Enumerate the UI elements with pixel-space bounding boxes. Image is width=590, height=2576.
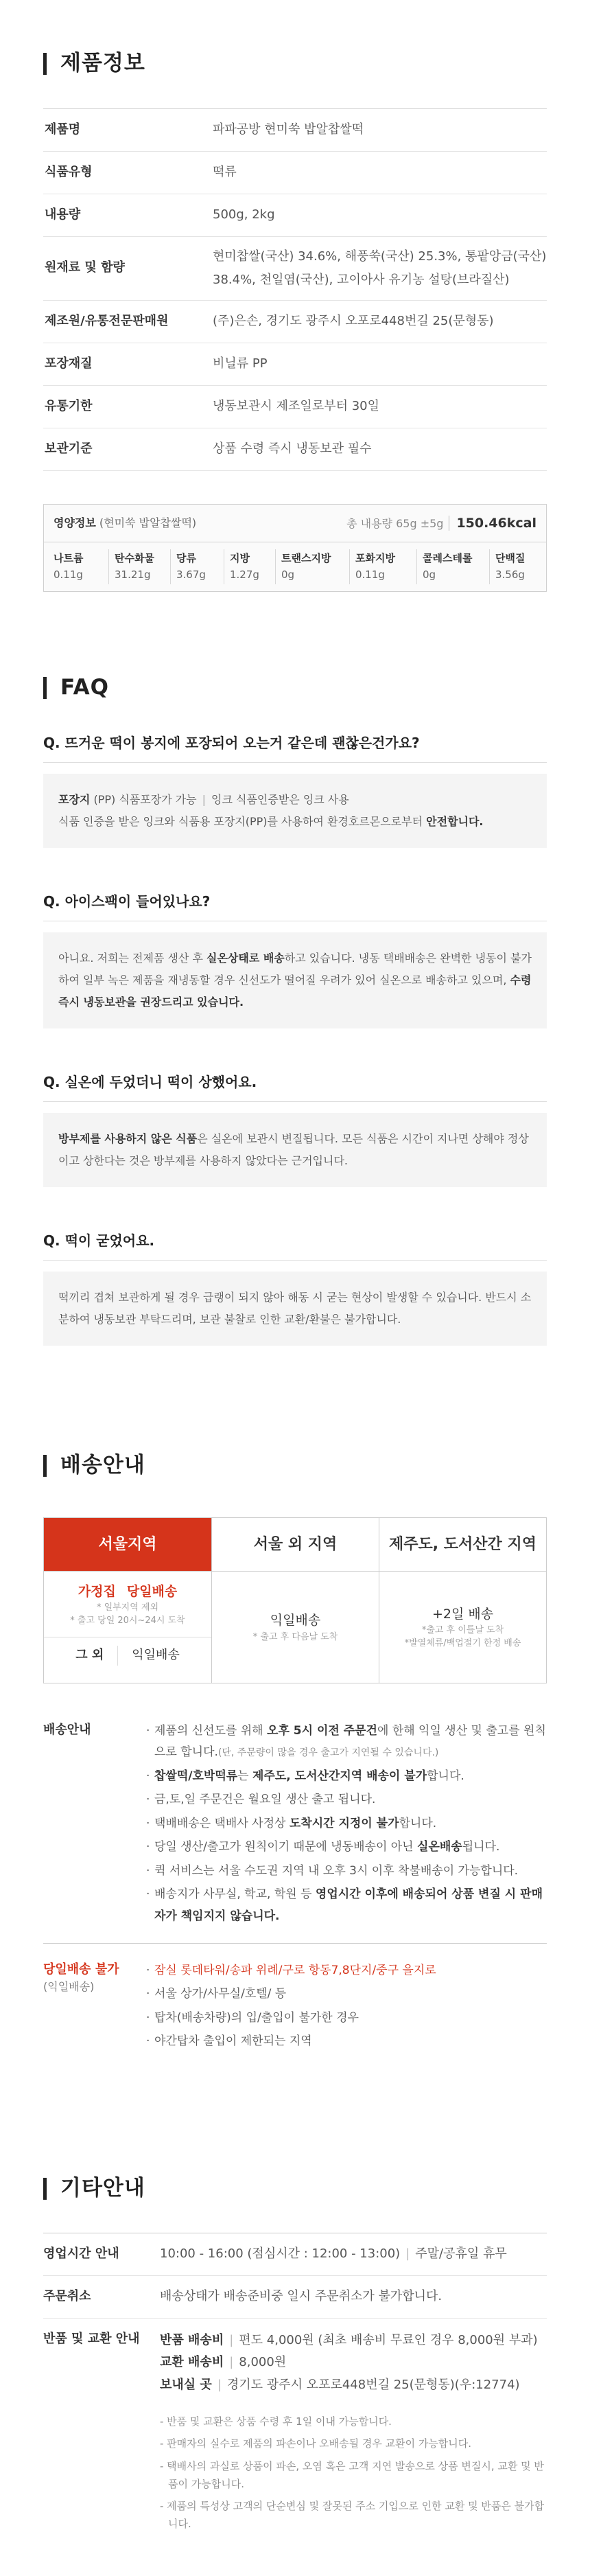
faq-answer: 아니요. 저희는 전제품 생산 후 실온상태로 배송하고 있습니다. 냉동 택배배송은 완벽한 냉동이 불가하여 일부 녹은 제품을 재냉동할 경우 신선도가 떨어질 우려가 있어 실온으로 배송하고 있으며, 수령 즉시 냉동보관을 권장드리고 있습니다.	[43, 932, 547, 1028]
info-row: 제조원/유통전문판매원 (주)은손, 경기도 광주시 오포로448번길 25(문형동)	[43, 301, 547, 343]
delivery-info-list	[146, 1721, 547, 1929]
nutrient-cell: 콜레스테롤 0g	[416, 549, 489, 584]
order-cancel-row: 주문취소 배송상태가 배송준비중 일시 주문취소가 불가합니다.	[43, 2276, 547, 2319]
return-notes: - 반품 및 교환은 상품 수령 후 1일 이내 가능합니다. - 판매자의 실수로 제품의 파손이나 오배송될 경우 교환이 가능합니다. - 택배사의 과실로 상품이 파손, 오염 혹은 고객 지연 발송으로 상품 변질시, 교환 및 반품이 가능합니다. - 제품의 특성상 고객의 단순변심 및 잘못된 주소 기입으로 인한 교환 및 반품은 불가합니다.	[160, 2415, 545, 2531]
faq-item	[43, 1071, 547, 1187]
list-item: · 제품의 신선도를 위해 오후 5시 이전 주문건에 한해 익일 생산 및 출고를 원칙으로 합니다.(단, 주문량이 많을 경우 출고가 지연될 수 있습니다.)	[146, 1721, 547, 1764]
list-item: · 금,토,일 주문건은 월요일 생산 출고 됩니다.	[146, 1789, 547, 1810]
list-item: · 택배배송은 택배사 사정상 도착시간 지정이 불가합니다.	[146, 1813, 547, 1835]
faq-question: Q. 실온에 두었더니 떡이 상했어요.	[43, 1071, 547, 1102]
nutrient-cell: 지방 1.27g	[224, 549, 275, 584]
faq-answer: 포장지 (PP) 식품포장가 가능 | 잉크 식품인증받은 잉크 사용 식품 인증을 받은 잉크와 식품용 포장지(PP)를 사용하여 환경호르몬으로부터 안전합니다.	[43, 774, 547, 848]
nutrition-title: 영양정보	[54, 516, 96, 530]
nutrition-grid	[44, 542, 546, 591]
list-item: · 잠실 롯데타워/송파 위례/구로 항동7,8단지/중구 을지로	[146, 1960, 547, 1981]
etc-section	[43, 2172, 547, 2576]
info-row: 보관기준 상품 수령 즉시 냉동보관 필수	[43, 428, 547, 471]
region-header-seoul: 서울지역	[44, 1518, 211, 1571]
faq-question: Q. 떡이 굳었어요.	[43, 1230, 547, 1261]
region-header-other: 서울 외 지역	[211, 1518, 379, 1571]
faq-question: Q. 뜨거운 떡이 봉지에 포장되어 오는거 같은데 괜찮은건가요?	[43, 732, 547, 763]
product-info-title: 제품정보	[43, 47, 547, 81]
faq-question: Q. 아이스팩이 들어있나요?	[43, 890, 547, 921]
list-item: · 당일 생산/출고가 원칙이기 때문에 냉동배송이 아닌 실온배송됩니다.	[146, 1837, 547, 1858]
nutrient-cell: 트랜스지방 0g	[275, 549, 349, 584]
list-item: · 서울 상가/사무실/호텔/ 등	[146, 1983, 547, 2005]
faq-answer: 방부제를 사용하지 않은 식품은 실온에 보관시 변질됩니다. 모든 식품은 시간이 지나면 상해야 정상이고 상한다는 것은 방부제를 사용하지 않았다는 근거입니다.	[43, 1113, 547, 1187]
list-item: · 퀵 서비스는 서울 수도권 지역 내 오후 3시 이후 착불배송이 가능합니다.	[146, 1861, 547, 1882]
etc-title: 기타안내	[43, 2172, 547, 2206]
nutrition-total: 총 내용량 65g ±5g	[346, 516, 444, 530]
product-info-section	[43, 47, 547, 592]
faq-title: FAQ	[43, 671, 547, 705]
nutrient-cell: 포화지방 0.11g	[349, 549, 416, 584]
delivery-title: 배송안내	[43, 1449, 547, 1483]
sameday-unavailable-list	[146, 1960, 547, 2055]
info-row: 포장재질 비닐류 PP	[43, 343, 547, 386]
region-cell-jeju: +2일 배송 *출고 후 이틀날 도착 *발열체류/백업절기 한정 배송	[379, 1571, 546, 1683]
region-header-jeju: 제주도, 도서산간 지역	[379, 1518, 546, 1571]
info-row: 유통기한 냉동보관시 제조일로부터 30일	[43, 386, 547, 428]
list-item: · 야간탑차 출입이 제한되는 지역	[146, 2031, 547, 2052]
sameday-unavailable-row: 당일배송 불가 (익일배송) · 잠실 롯데타워/송파 위례/구로 항동7,8단지/중구 을지로 · 서울 상가/사무실/호텔/ 등 · 탑차(배송차량)의 입/출입이 불가한 경우 · 야간탑차 출입이 제한되는 지역	[43, 1943, 547, 2069]
nutrition-kcal: 150.46kcal	[449, 516, 536, 531]
info-row: 원재료 및 함량 현미찹쌀(국산) 34.6%, 해풍쑥(국산) 25.3%, 통팥앙금(국산) 38.4%, 천일염(국산), 고이아사 유기농 설탕(브라질산)	[43, 237, 547, 301]
delivery-section	[43, 1449, 547, 2068]
region-cell-seoul: 가정집 당일배송 * 일부지역 제외 * 출고 당일 20시~24시 도착 그 외 익일배송	[44, 1571, 211, 1683]
faq-item	[43, 732, 547, 848]
delivery-region-table	[43, 1517, 547, 1683]
list-item: · 찹쌀떡/호박떡류는 제주도, 도서산간지역 배송이 불가합니다.	[146, 1766, 547, 1787]
nutrient-cell: 나트륨 0.11g	[54, 552, 84, 581]
info-row: 식품유형 떡류	[43, 152, 547, 194]
list-item: · 배송지가 사무실, 학교, 학원 등 영업시간 이후에 배송되어 상품 변질 시 판매자가 책임지지 않습니다.	[146, 1884, 547, 1927]
faq-answer: 떡끼리 겹쳐 보관하게 될 경우 급랭이 되지 않아 해동 시 굳는 현상이 발생할 수 있습니다. 반드시 소분하여 냉동보관 부탁드리며, 보관 불찰로 인한 교환/환불은 불가합니다.	[43, 1272, 547, 1346]
info-row: 내용량 500g, 2kg	[43, 194, 547, 237]
delivery-info-row: 배송안내 · 제품의 신선도를 위해 오후 5시 이전 주문건에 한해 익일 생산 및 출고를 원칙으로 합니다.(단, 주문량이 많을 경우 출고가 지연될 수 있습니다.) · 찹쌀떡/호박떡류는 제주도, 도서산간지역 배송이 불가합니다. · 금,토,일 주문건은 월요일 생산 출고 됩니다. · 택배배송은 택배사 사정상 도착시간 지정이 불가합니다. · 당일 생산/출고가 원칙이기 때문에 냉동배송이 아닌 실온배송됩니다. · 퀵 서비스는 서울 수도권 지역 내 오후 3시 이후 착불배송이 가능합니다. · 배송지가 사무실, 학교, 학원 등 영업시간 이후에 배송되어 상품 변질 시 판매자가 책임지지 않습니다.	[43, 1718, 547, 1943]
faq-item	[43, 1230, 547, 1346]
nutrition-header	[44, 505, 546, 542]
info-row: 제품명 파파공방 현미쑥 밥알찹쌀떡	[43, 109, 547, 152]
faq-item	[43, 890, 547, 1028]
business-hours-row: 영업시간 안내 10:00 - 16:00 (점심시간 : 12:00 - 13:00) | 주말/공휴일 휴무	[43, 2233, 547, 2276]
region-cell-other: 익일배송 * 출고 후 다음날 도착	[211, 1571, 379, 1683]
product-info-table	[43, 108, 547, 471]
nutrition-subtitle: (현미쑥 밥알찹쌀떡)	[99, 516, 197, 530]
faq-section	[43, 671, 547, 1346]
return-exchange-row: 반품 및 교환 안내 반품 배송비 | 편도 4,000원 (최초 배송비 무료인 경우 8,000원 부과) 교환 배송비 | 8,000원 보내실 곳 | 경기도 광주시 오포로448번길 25(문형동)(우:12774) - 반품 및 교환은 상품 수령 후 1일 이내 가능합니다. - 판매자의 실수로 제품의 파손이나 오배송될 경우 교환이 가능합니다. - 택배사의 과실로 상품이 파손, 오염 혹은 고객 지연 발송으로 상품 변질시, 교환 및 반품이 가능합니다. - 제품의 특성상 고객의 단순변심 및 잘못된 주소 기입으로 인한 교환 및 반품은 불가합니다.	[43, 2319, 547, 2549]
nutrient-cell: 단백질 3.56g	[489, 549, 537, 584]
nutrient-cell: 당류 3.67g	[170, 549, 224, 584]
list-item: · 탑차(배송차량)의 입/출입이 불가한 경우	[146, 2008, 547, 2029]
nutrient-cell: 탄수화물 31.21g	[108, 549, 170, 584]
nutrition-box	[43, 504, 547, 592]
